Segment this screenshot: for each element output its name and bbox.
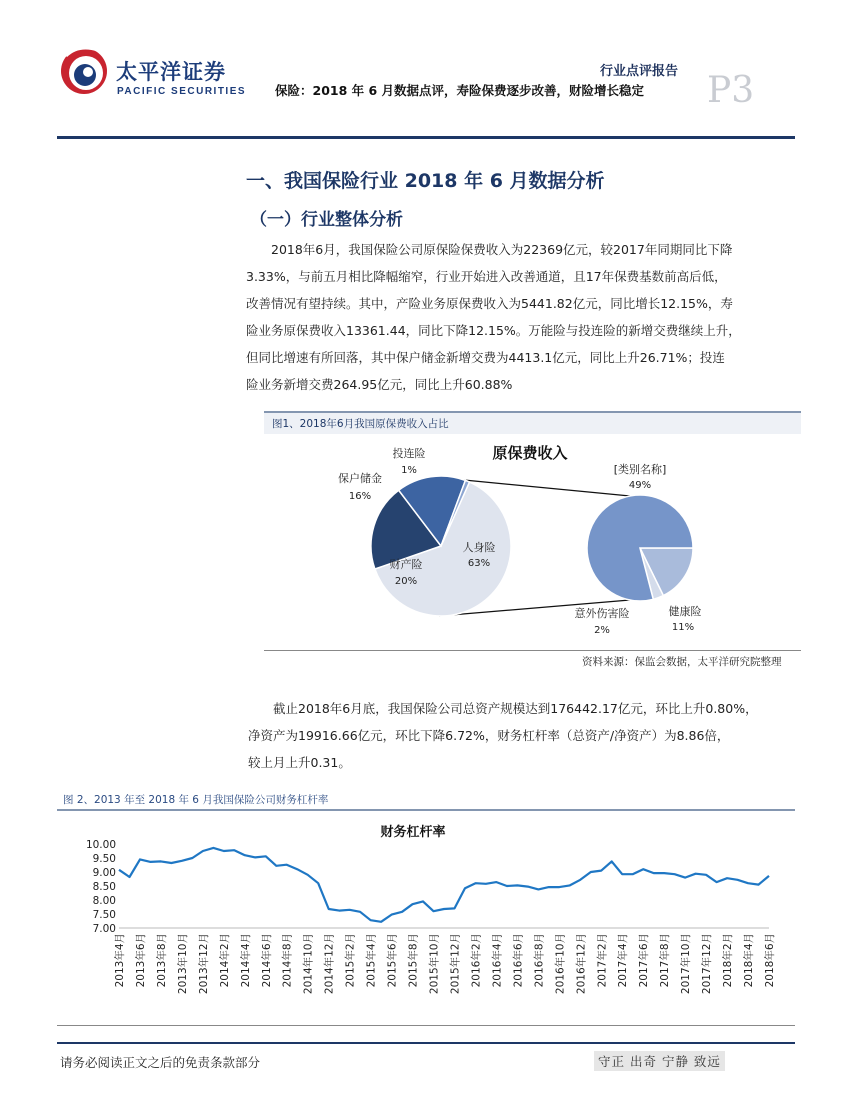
text-line: 险业务新增交费264.95亿元，同比上升60.88% bbox=[246, 377, 513, 392]
text-line: 2018年6月，我国保险公司原保险保费收入为22369亿元，较2017年同期同比下降 bbox=[271, 242, 733, 257]
report-title: 保险：2018 年 6 月数据点评，寿险保费逐步改善，财险增长稳定 bbox=[275, 83, 645, 98]
x-tick-label: 2016年4月 bbox=[491, 933, 504, 988]
pie-label-unit-value: 1% bbox=[401, 465, 417, 476]
y-tick-label: 9.00 bbox=[92, 867, 116, 879]
x-tick-label: 2016年12月 bbox=[575, 933, 588, 995]
header-rule bbox=[57, 136, 795, 139]
x-tick-label: 2015年4月 bbox=[365, 933, 378, 988]
text-line: 险业务原保费收入13361.44，同比下降12.15%。万能险与投连险的新增交费继续上升， bbox=[246, 323, 741, 338]
y-axis bbox=[86, 839, 116, 935]
y-tick-label: 7.00 bbox=[92, 923, 116, 935]
pie-label-unit-name: 投连险 bbox=[392, 447, 426, 460]
x-tick-label: 2015年10月 bbox=[428, 933, 441, 995]
logo bbox=[58, 44, 110, 96]
pie-label-property-value: 20% bbox=[394, 576, 418, 587]
x-tick-label: 2014年4月 bbox=[239, 933, 252, 988]
x-tick-label: 2016年8月 bbox=[533, 933, 546, 988]
x-tick-label: 2018年6月 bbox=[764, 933, 776, 988]
x-tick-label: 2013年6月 bbox=[135, 933, 147, 988]
figure-2-top-rule bbox=[57, 809, 795, 811]
paragraph-1 bbox=[246, 236, 806, 398]
x-tick-label: 2016年6月 bbox=[512, 933, 525, 988]
figure-2-bottom-rule bbox=[57, 1025, 795, 1026]
subpie-label-health-name: 健康险 bbox=[668, 605, 702, 618]
subpie-label-accident-value: 2% bbox=[594, 625, 610, 636]
x-tick-label: 2017年2月 bbox=[596, 933, 609, 988]
section-heading: 一、我国保险行业 2018 年 6 月数据分析 bbox=[246, 170, 605, 192]
text-line: 截止2018年6月底，我国保险公司总资产规模达到176442.17亿元，环比上升0.80%， bbox=[273, 701, 758, 716]
y-tick-label: 9.50 bbox=[92, 853, 116, 865]
x-tick-label: 2013年10月 bbox=[176, 933, 189, 995]
x-tick-label: 2014年6月 bbox=[260, 933, 273, 988]
x-tick-label: 2018年2月 bbox=[722, 933, 735, 988]
x-tick-label: 2017年8月 bbox=[659, 933, 672, 988]
x-tick-label: 2014年10月 bbox=[302, 933, 315, 995]
x-tick-label: 2015年8月 bbox=[407, 933, 420, 988]
x-tick-label: 2017年10月 bbox=[680, 933, 693, 995]
pie-connector-top bbox=[464, 480, 630, 496]
y-tick-label: 7.50 bbox=[92, 909, 116, 921]
line-chart bbox=[57, 812, 795, 1026]
text-line: 但同比增速有所回落，其中保户储金新增交费为4413.1亿元，同比上升26.71%；投连 bbox=[246, 350, 725, 365]
x-tick-label: 2013年12月 bbox=[197, 933, 210, 995]
x-tick-label: 2015年6月 bbox=[386, 933, 399, 988]
x-tick-label: 2014年2月 bbox=[218, 933, 231, 988]
text-line: 改善情况有望持续。其中，产险业务原保费收入为5441.82亿元，同比增长12.15%，寿 bbox=[246, 296, 733, 311]
subpie-label-category-value: 49% bbox=[628, 480, 652, 491]
pie-label-deposit-name: 保户储金 bbox=[338, 472, 382, 485]
text-line: 较上月上升0.31。 bbox=[248, 755, 351, 770]
pie-label-life-value: 63% bbox=[467, 558, 491, 569]
pie-label-property-name: 财产险 bbox=[389, 558, 423, 571]
x-tick-label: 2015年12月 bbox=[449, 933, 462, 995]
report-type: 行业点评报告 bbox=[600, 64, 679, 79]
subsection-heading: （一）行业整体分析 bbox=[250, 210, 403, 230]
page-number: P3 bbox=[707, 70, 755, 111]
footer-disclaimer: 请务必阅读正文之后的免责条款部分 bbox=[60, 1055, 261, 1070]
pie-chart bbox=[264, 432, 801, 650]
figure-1-caption bbox=[264, 411, 801, 434]
footer-rule bbox=[57, 1042, 795, 1044]
x-tick-label: 2013年8月 bbox=[155, 933, 168, 988]
subpie-label-health-value: 11% bbox=[671, 622, 695, 633]
x-tick-label: 2015年2月 bbox=[344, 933, 357, 988]
pie-label-life-name: 人身险 bbox=[462, 541, 496, 554]
x-axis bbox=[113, 928, 776, 994]
x-tick-label: 2017年12月 bbox=[701, 933, 714, 995]
figure-1-bottom-rule bbox=[264, 650, 801, 651]
x-tick-label: 2014年8月 bbox=[281, 933, 294, 988]
subpie-label-category-name: [类别名称] bbox=[613, 463, 667, 476]
logo-icon bbox=[58, 44, 110, 96]
pie-chart-title: 原保费收入 bbox=[492, 444, 568, 462]
x-tick-label: 2014年12月 bbox=[323, 933, 336, 995]
x-tick-label: 2013年4月 bbox=[114, 933, 126, 988]
footer-motto: 守正 出奇 宁静 致远 bbox=[594, 1051, 725, 1071]
text-line: 3.33%，与前五月相比降幅缩窄，行业开始进入改善通道，且17年保费基数前高后低， bbox=[246, 269, 727, 284]
figure-1-caption-text: 图1、2018年6月我国原保费收入占比 bbox=[272, 418, 449, 430]
x-tick-label: 2016年10月 bbox=[554, 933, 567, 995]
x-tick-label: 2017年6月 bbox=[638, 933, 651, 988]
text-line: 净资产为19916.66亿元，环比下降6.72%，财务杠杆率（总资产/净资产）为8.86倍， bbox=[248, 728, 730, 743]
figure-2-caption: 图 2、2013 年至 2018 年 6 月我国保险公司财务杠杆率 bbox=[63, 794, 329, 806]
pie-label-deposit-value: 16% bbox=[348, 491, 372, 502]
logo-text-en: PACIFIC SECURITIES bbox=[117, 86, 247, 97]
x-tick-label: 2016年2月 bbox=[470, 933, 483, 988]
logo-text-cn: 太平洋证券 bbox=[116, 60, 226, 84]
leverage-series-line bbox=[119, 848, 769, 922]
paragraph-2 bbox=[248, 695, 808, 776]
line-chart-title: 财务杠杆率 bbox=[380, 825, 446, 840]
y-tick-label: 8.00 bbox=[92, 895, 116, 907]
x-tick-label: 2017年4月 bbox=[617, 933, 630, 988]
x-tick-label: 2018年4月 bbox=[743, 933, 755, 988]
y-tick-label: 8.50 bbox=[92, 881, 116, 893]
y-tick-label: 10.00 bbox=[85, 839, 116, 851]
secondary-pie bbox=[587, 495, 693, 601]
subpie-label-accident-name: 意外伤害险 bbox=[574, 607, 630, 620]
figure-1-source: 资料来源：保监会数据，太平洋研究院整理 bbox=[582, 656, 782, 668]
